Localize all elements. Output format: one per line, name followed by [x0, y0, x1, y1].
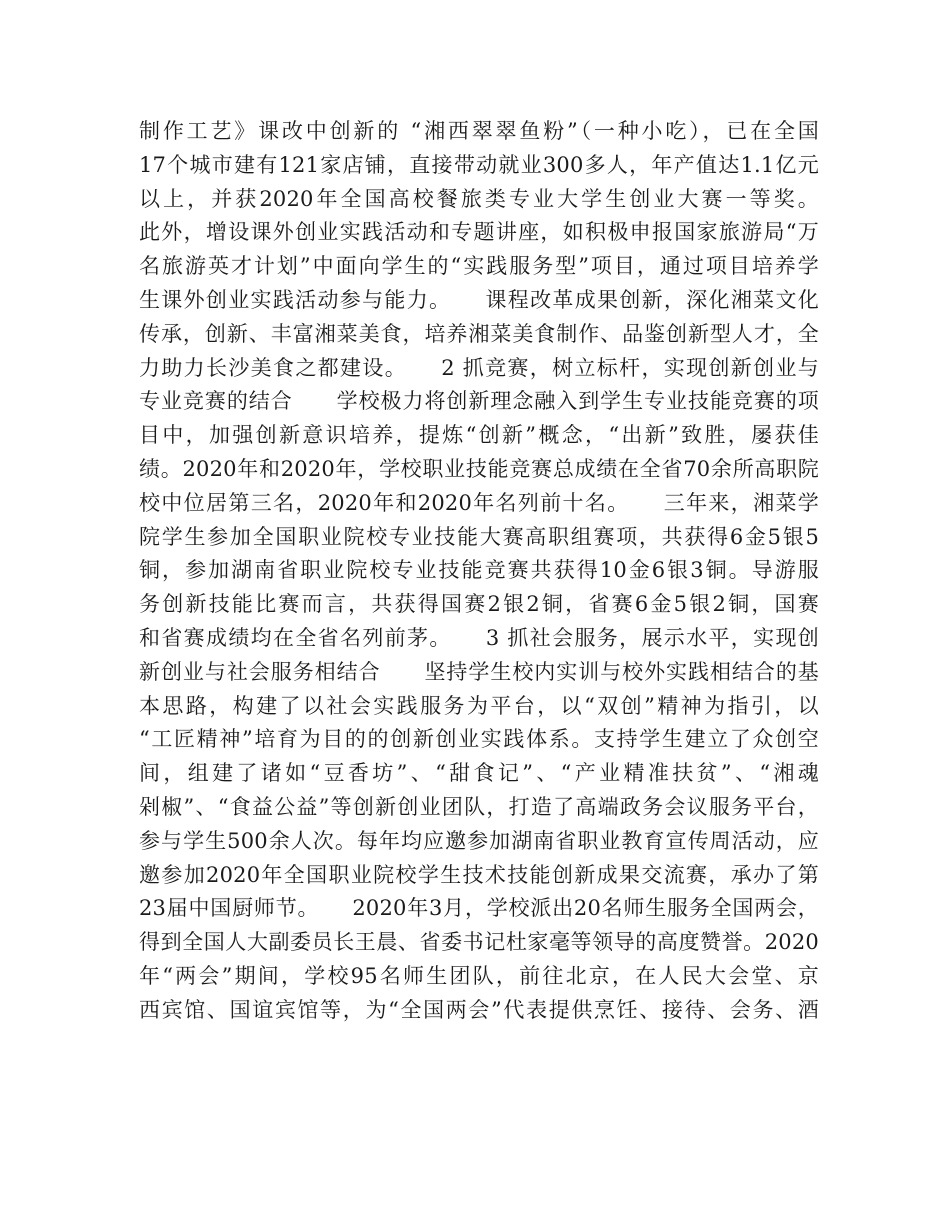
text-line: 以上，并获2020年全国高校餐旅类专业大学生创业大赛一等奖。 — [139, 186, 819, 211]
text-line: 铜，参加湖南省职业院校专业技能竞赛共获得10金6银3铜。导游服 — [139, 558, 819, 583]
text-line: “工匠精神”培育为目的的创新创业实践体系。支持学生建立了众创空 — [139, 727, 819, 752]
text-line: 和省赛成绩均在全省名列前茅。 3 抓社会服务，展示水平，实现创 — [139, 625, 819, 650]
text-line: 新创业与社会服务相结合 坚持学生校内实训与校外实践相结合的基 — [139, 659, 819, 684]
text-line: 名旅游英才计划”中面向学生的“实践服务型”项目，通过项目培养学 — [139, 254, 819, 279]
text-line: 年“两会”期间，学校95名师生团队，前往北京，在人民大会堂、京 — [139, 963, 819, 988]
text-line: 院学生参加全国职业院校专业技能大赛高职组赛项，共获得6金5银5 — [139, 524, 819, 549]
text-line: 校中位居第三名，2020年和2020年名列前十名。 三年来，湘菜学 — [139, 490, 819, 515]
text-line: 制作工艺》课改中创新的 “湘西翠翠鱼粉”（一种小吃），已在全国 — [139, 119, 819, 143]
text-line: 间，组建了诸如“豆香坊”、“甜食记”、“产业精准扶贫”、“湘魂 — [139, 761, 819, 786]
text-line: 邀参加2020年全国职业院校学生技术技能创新成果交流赛，承办了第 — [139, 862, 819, 887]
text-line: 参与学生500余人次。每年均应邀参加湖南省职业教育宣传周活动，应 — [139, 828, 819, 853]
text-line: 23届中国厨师节。 2020年3月，学校派出20名师生服务全国两会， — [139, 896, 819, 921]
text-line: 务创新技能比赛而言，共获得国赛2银2铜，省赛6金5银2铜，国赛 — [139, 592, 819, 617]
text-line: 传承，创新、丰富湘菜美食，培养湘菜美食制作、品鉴创新型人才，全 — [139, 321, 819, 346]
text-line: 绩。2020年和2020年，学校职业技能竞赛总成绩在全省70余所高职院 — [139, 456, 819, 481]
text-line: 得到全国人大副委员长王晨、省委书记杜家毫等领导的高度赞誉。2020 — [139, 930, 819, 955]
text-line: 本思路，构建了以社会实践服务为平台，以“双创”精神为指引，以 — [139, 693, 819, 718]
text-line: 目中，加强创新意识培养，提炼“创新”概念，“出新”致胜，屡获佳 — [139, 423, 819, 448]
text-line: 生课外创业实践活动参与能力。 课程改革成果创新，深化湘菜文化 — [139, 287, 819, 312]
text-line: 专业竞赛的结合 学校极力将创新理念融入到学生专业技能竞赛的项 — [139, 389, 819, 414]
text-line: 17个城市建有121家店铺，直接带动就业300多人，年产值达1.1亿元 — [139, 152, 819, 177]
text-line: 此外，增设课外创业实践活动和专题讲座，如积极申报国家旅游局“万 — [139, 220, 819, 245]
text-line: 西宾馆、国谊宾馆等，为“全国两会”代表提供烹饪、接待、会务、酒 — [139, 997, 819, 1022]
body-text — [139, 115, 819, 1028]
text-line: 剁椒”、“食益公益”等创新创业团队，打造了高端政务会议服务平台， — [139, 794, 819, 819]
text-line: 力助力长沙美食之都建设。 2 抓竞赛，树立标杆，实现创新创业与 — [139, 355, 819, 380]
